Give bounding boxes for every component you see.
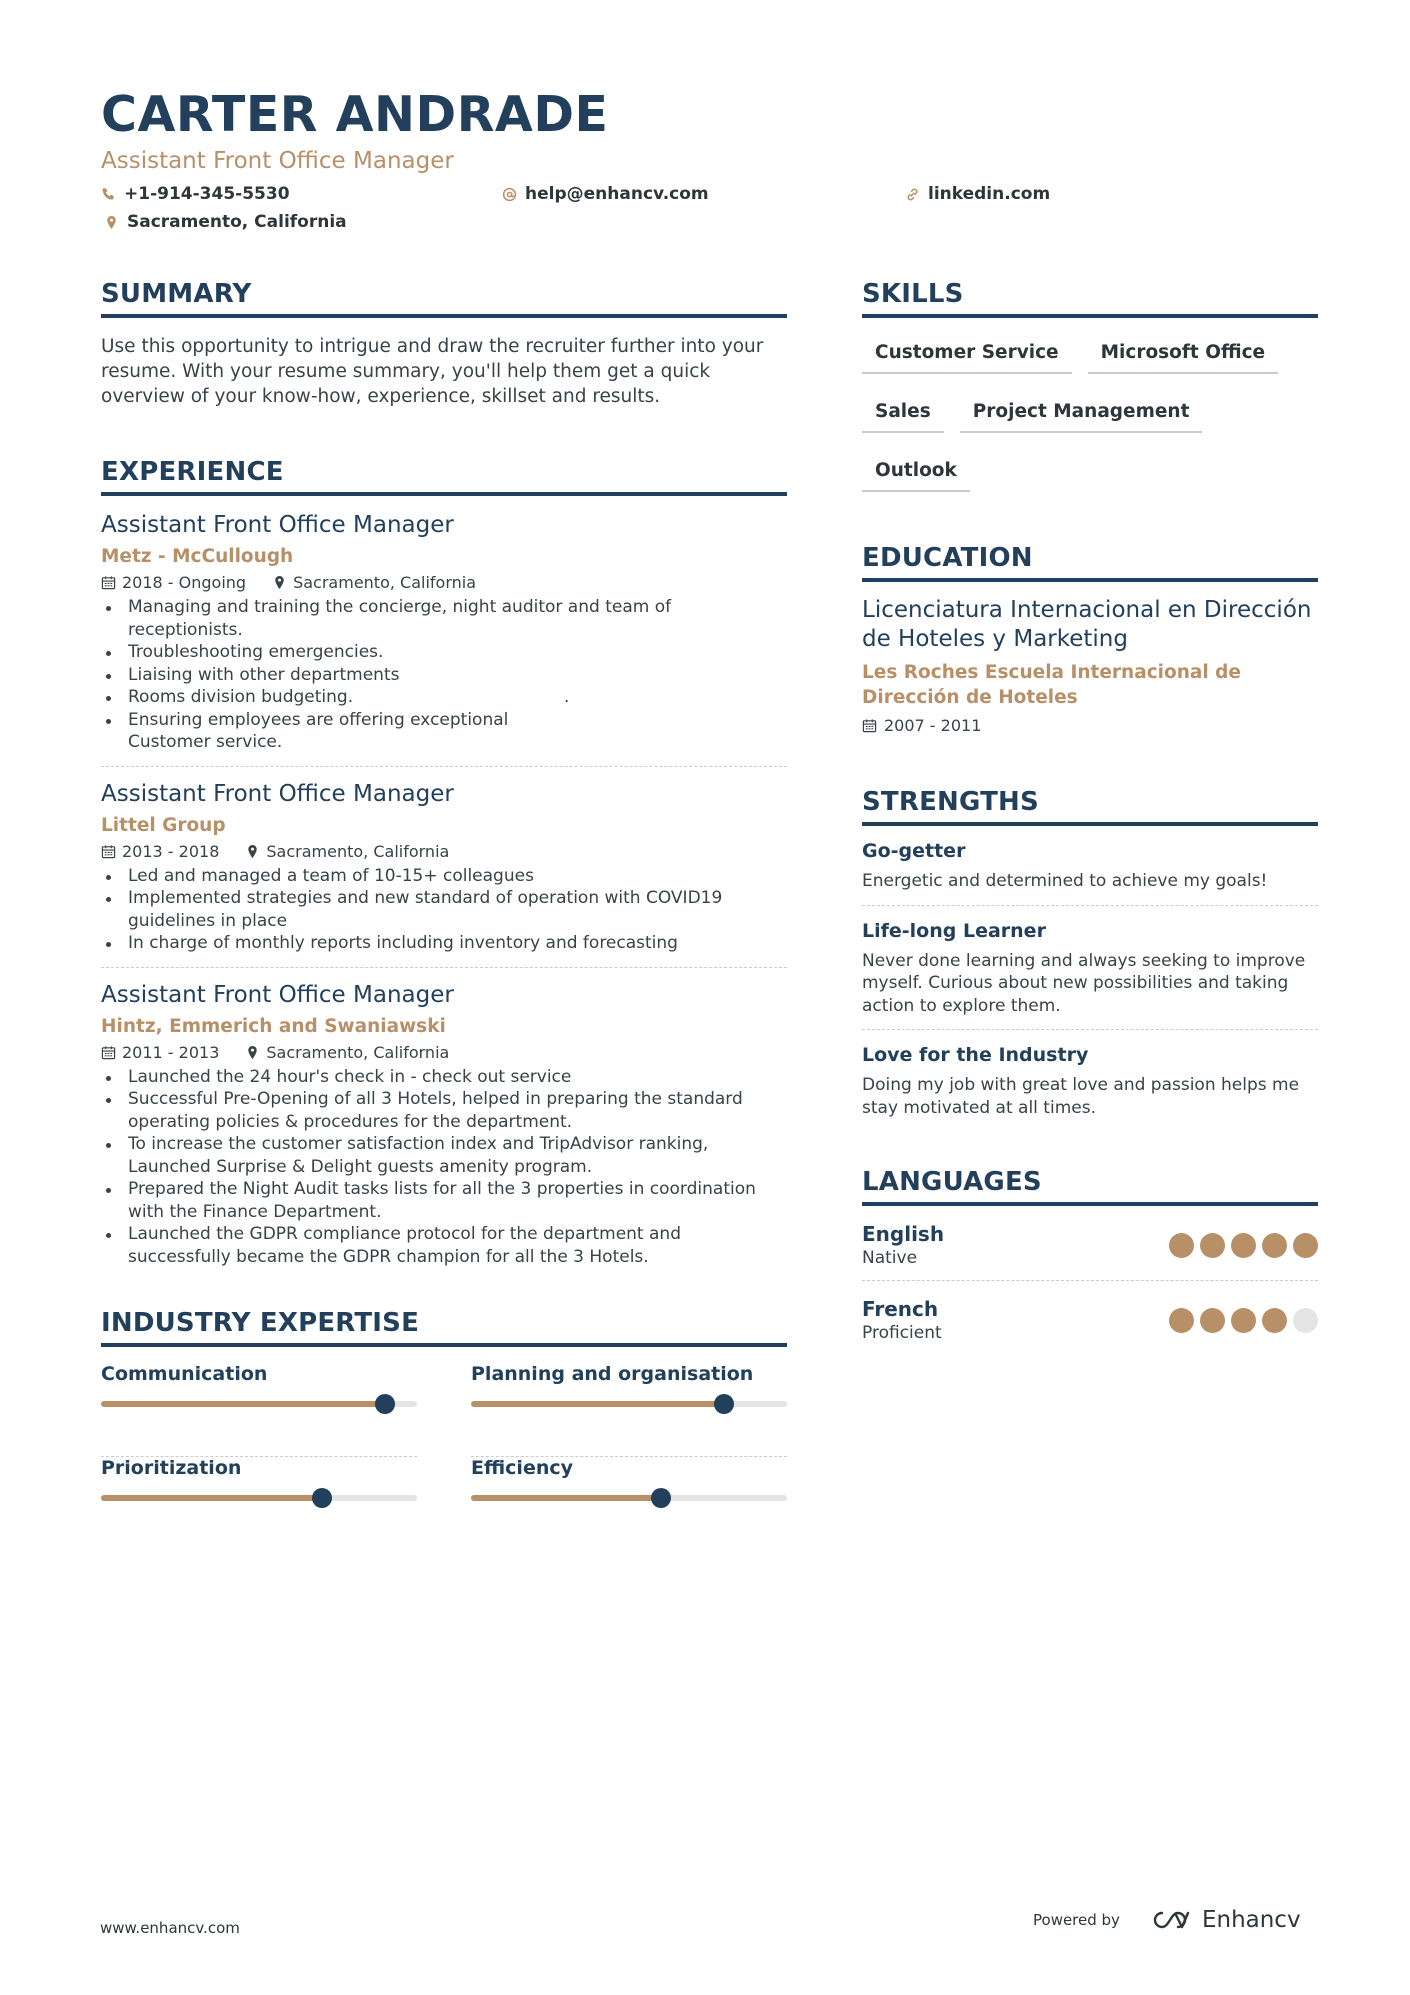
expertise-grid xyxy=(101,1363,787,1551)
job-title: Assistant Front Office Manager xyxy=(101,981,454,1008)
location-pin-icon xyxy=(104,215,119,230)
job-meta xyxy=(101,573,787,592)
job-entry xyxy=(101,980,787,1281)
job-list xyxy=(101,510,787,1280)
skill-tag: Project Management xyxy=(960,389,1203,433)
education-degree: Licenciatura Internacional en Dirección de Hoteles y Marketing xyxy=(862,597,1312,652)
skill-tag: Microsoft Office xyxy=(1088,330,1278,374)
job-location: Sacramento, California xyxy=(266,1042,450,1062)
skills-heading: SKILLS xyxy=(862,279,964,309)
job-bullet: Successful Pre-Opening of all 3 Hotels, helped in preparing the standard operating policies & procedures for the department. xyxy=(101,1088,787,1133)
location-text: Sacramento, California xyxy=(127,212,347,232)
strength-item xyxy=(862,1030,1318,1131)
strength-item xyxy=(862,826,1318,906)
job-bullet: Implemented strategies and new standard of operation with COVID19 guidelines in place xyxy=(101,887,787,932)
skill-tag: Customer Service xyxy=(862,330,1072,374)
job-meta xyxy=(101,1043,787,1062)
job-dates: 2013 - 2018 xyxy=(122,841,220,861)
job-bullet: Managing and training the concierge, night auditor and team of receptionists. xyxy=(101,596,787,641)
language-rating xyxy=(1169,1308,1318,1333)
expertise-bar-knob xyxy=(375,1394,395,1414)
expertise-bar xyxy=(471,1495,787,1501)
contact-website[interactable] xyxy=(905,184,1050,204)
language-level: Native xyxy=(862,1248,918,1268)
summary-section xyxy=(101,279,787,409)
job-bullet: Troubleshooting emergencies. xyxy=(101,641,787,664)
website-text: linkedin.com xyxy=(928,184,1051,204)
language-rating xyxy=(1169,1233,1318,1258)
job-bullet: In charge of monthly reports including inventory and forecasting xyxy=(101,932,787,955)
expertise-bar-fill xyxy=(101,1401,385,1407)
strength-desc: Never done learning and always seeking to improve myself. Curious about new possibilities and taking action to explore them. xyxy=(862,950,1306,1016)
education-dates: 2007 - 2011 xyxy=(884,716,982,735)
section-divider xyxy=(862,314,1318,318)
language-item xyxy=(862,1206,1318,1281)
location-pin-icon xyxy=(272,575,287,590)
strengths-section xyxy=(862,787,1318,1131)
location-pin-icon xyxy=(245,1045,260,1060)
expertise-bar xyxy=(101,1401,417,1407)
section-divider xyxy=(101,1343,787,1347)
rating-dot xyxy=(1262,1308,1287,1333)
expertise-bar-knob xyxy=(651,1488,671,1508)
strength-item xyxy=(862,906,1318,1031)
phone-icon xyxy=(101,187,116,202)
language-item xyxy=(862,1281,1318,1355)
summary-text: Use this opportunity to intrigue and draw the recruiter further into your resume. With your resume summary, you'll help them get a quick overview of your know-how, experience, skillset and results. xyxy=(101,336,764,407)
education-school: Les Roches Escuela Internacional de Dirección de Hoteles xyxy=(862,662,1241,708)
calendar-icon xyxy=(101,844,116,859)
job-entry xyxy=(101,779,787,968)
language-level: Proficient xyxy=(862,1323,942,1343)
strength-desc: Doing my job with great love and passion helps me stay motivated at all times. xyxy=(862,1075,1300,1118)
rating-dot xyxy=(1262,1233,1287,1258)
job-bullets xyxy=(101,596,787,754)
candidate-title: Assistant Front Office Manager xyxy=(101,148,454,174)
job-bullet: To increase the customer satisfaction index and TripAdvisor ranking, Launched Surprise & Delight guests amenity program. xyxy=(101,1133,787,1178)
section-divider xyxy=(862,578,1318,582)
powered-by-text: Powered by xyxy=(1033,1911,1120,1929)
right-column xyxy=(862,279,1318,1355)
contact-phone[interactable] xyxy=(101,184,290,204)
enhancv-logo-icon xyxy=(1146,1908,1194,1932)
strength-title: Life-long Learner xyxy=(862,919,1046,942)
job-company: Littel Group xyxy=(101,814,226,836)
languages-section xyxy=(862,1167,1318,1355)
email-text: help@enhancv.com xyxy=(525,184,709,204)
contact-email[interactable] xyxy=(502,184,709,204)
skill-tag: Outlook xyxy=(862,448,970,492)
job-meta xyxy=(101,842,787,861)
education-heading: EDUCATION xyxy=(862,543,1033,573)
job-title: Assistant Front Office Manager xyxy=(101,780,454,807)
footer-branding[interactable] xyxy=(1033,1907,1301,1933)
rating-dot xyxy=(1169,1308,1194,1333)
expertise-item xyxy=(101,1363,417,1457)
expertise-bar-fill xyxy=(101,1495,322,1501)
at-icon xyxy=(502,187,517,202)
rating-dot xyxy=(1231,1308,1256,1333)
expertise-label: Prioritization xyxy=(101,1457,242,1479)
expertise-heading: INDUSTRY EXPERTISE xyxy=(101,1308,420,1338)
job-bullet: Liaising with other departments xyxy=(101,664,787,687)
candidate-name: CARTER ANDRADE xyxy=(101,86,609,143)
location-pin-icon xyxy=(245,844,260,859)
summary-heading: SUMMARY xyxy=(101,279,252,309)
link-icon xyxy=(905,187,920,202)
job-bullet: Launched the GDPR compliance protocol for the department and successfully became the GDPR champion for all the 3 Hotels. xyxy=(101,1223,787,1268)
section-divider xyxy=(101,492,787,496)
expertise-item xyxy=(471,1457,787,1551)
strength-title: Go-getter xyxy=(862,840,966,862)
job-dates: 2018 - Ongoing xyxy=(122,573,247,592)
expertise-bar-fill xyxy=(471,1495,661,1501)
education-section xyxy=(862,543,1318,735)
brand-logo xyxy=(1146,1907,1301,1933)
rating-dot xyxy=(1293,1233,1318,1258)
language-name: English xyxy=(862,1222,945,1246)
rating-dot xyxy=(1293,1308,1318,1333)
expertise-item xyxy=(471,1363,787,1457)
job-company: Metz - McCullough xyxy=(101,546,294,567)
calendar-icon xyxy=(101,1045,116,1060)
phone-text: +1-914-345-5530 xyxy=(124,184,290,204)
job-bullet: Prepared the Night Audit tasks lists for all the 3 properties in coordination with the Finance Department. xyxy=(101,1178,787,1223)
expertise-item xyxy=(101,1457,417,1551)
left-column xyxy=(101,279,787,1551)
skill-tag: Sales xyxy=(862,389,944,433)
expertise-bar-fill xyxy=(471,1401,724,1407)
job-bullets xyxy=(101,865,787,955)
expertise-label: Planning and organisation xyxy=(471,1363,754,1385)
strength-desc: Energetic and determined to achieve my goals! xyxy=(862,871,1268,891)
expertise-bar-knob xyxy=(312,1488,332,1508)
strength-title: Love for the Industry xyxy=(862,1044,1089,1066)
job-bullet: Ensuring employees are offering exceptional Customer service. xyxy=(101,709,787,754)
experience-heading: EXPERIENCE xyxy=(101,457,284,487)
job-location: Sacramento, California xyxy=(293,573,477,592)
expertise-bar xyxy=(471,1401,787,1407)
job-bullet: Launched the 24 hour's check in - check out service xyxy=(101,1066,787,1089)
footer-website[interactable]: www.enhancv.com xyxy=(100,1919,240,1937)
rating-dot xyxy=(1200,1308,1225,1333)
brand-name: Enhancv xyxy=(1201,1907,1301,1933)
job-bullet: Led and managed a team of 10-15+ colleagues xyxy=(101,865,787,888)
contact-location xyxy=(104,212,347,232)
job-location: Sacramento, California xyxy=(266,841,450,861)
section-divider xyxy=(101,314,787,318)
languages-heading: LANGUAGES xyxy=(862,1167,1042,1197)
skills-section xyxy=(862,279,1318,507)
job-title: Assistant Front Office Manager xyxy=(101,512,454,538)
job-bullets xyxy=(101,1066,787,1269)
rating-dot xyxy=(1231,1233,1256,1258)
job-bullet: Rooms division budgeting. . xyxy=(101,686,787,709)
experience-section xyxy=(101,457,787,1280)
education-meta xyxy=(862,716,1318,735)
calendar-icon xyxy=(862,718,877,733)
expertise-bar xyxy=(101,1495,417,1501)
strengths-heading: STRENGTHS xyxy=(862,787,1039,817)
expertise-bar-knob xyxy=(714,1394,734,1414)
expertise-label: Efficiency xyxy=(471,1457,574,1479)
calendar-icon xyxy=(101,575,116,590)
rating-dot xyxy=(1200,1233,1225,1258)
language-name: French xyxy=(862,1297,939,1321)
expertise-section xyxy=(101,1308,787,1551)
job-entry xyxy=(101,510,787,767)
skills-list xyxy=(862,330,1318,507)
rating-dot xyxy=(1169,1233,1194,1258)
job-dates: 2011 - 2013 xyxy=(122,1042,220,1062)
expertise-label: Communication xyxy=(101,1363,268,1385)
job-company: Hintz, Emmerich and Swaniawski xyxy=(101,1015,446,1037)
